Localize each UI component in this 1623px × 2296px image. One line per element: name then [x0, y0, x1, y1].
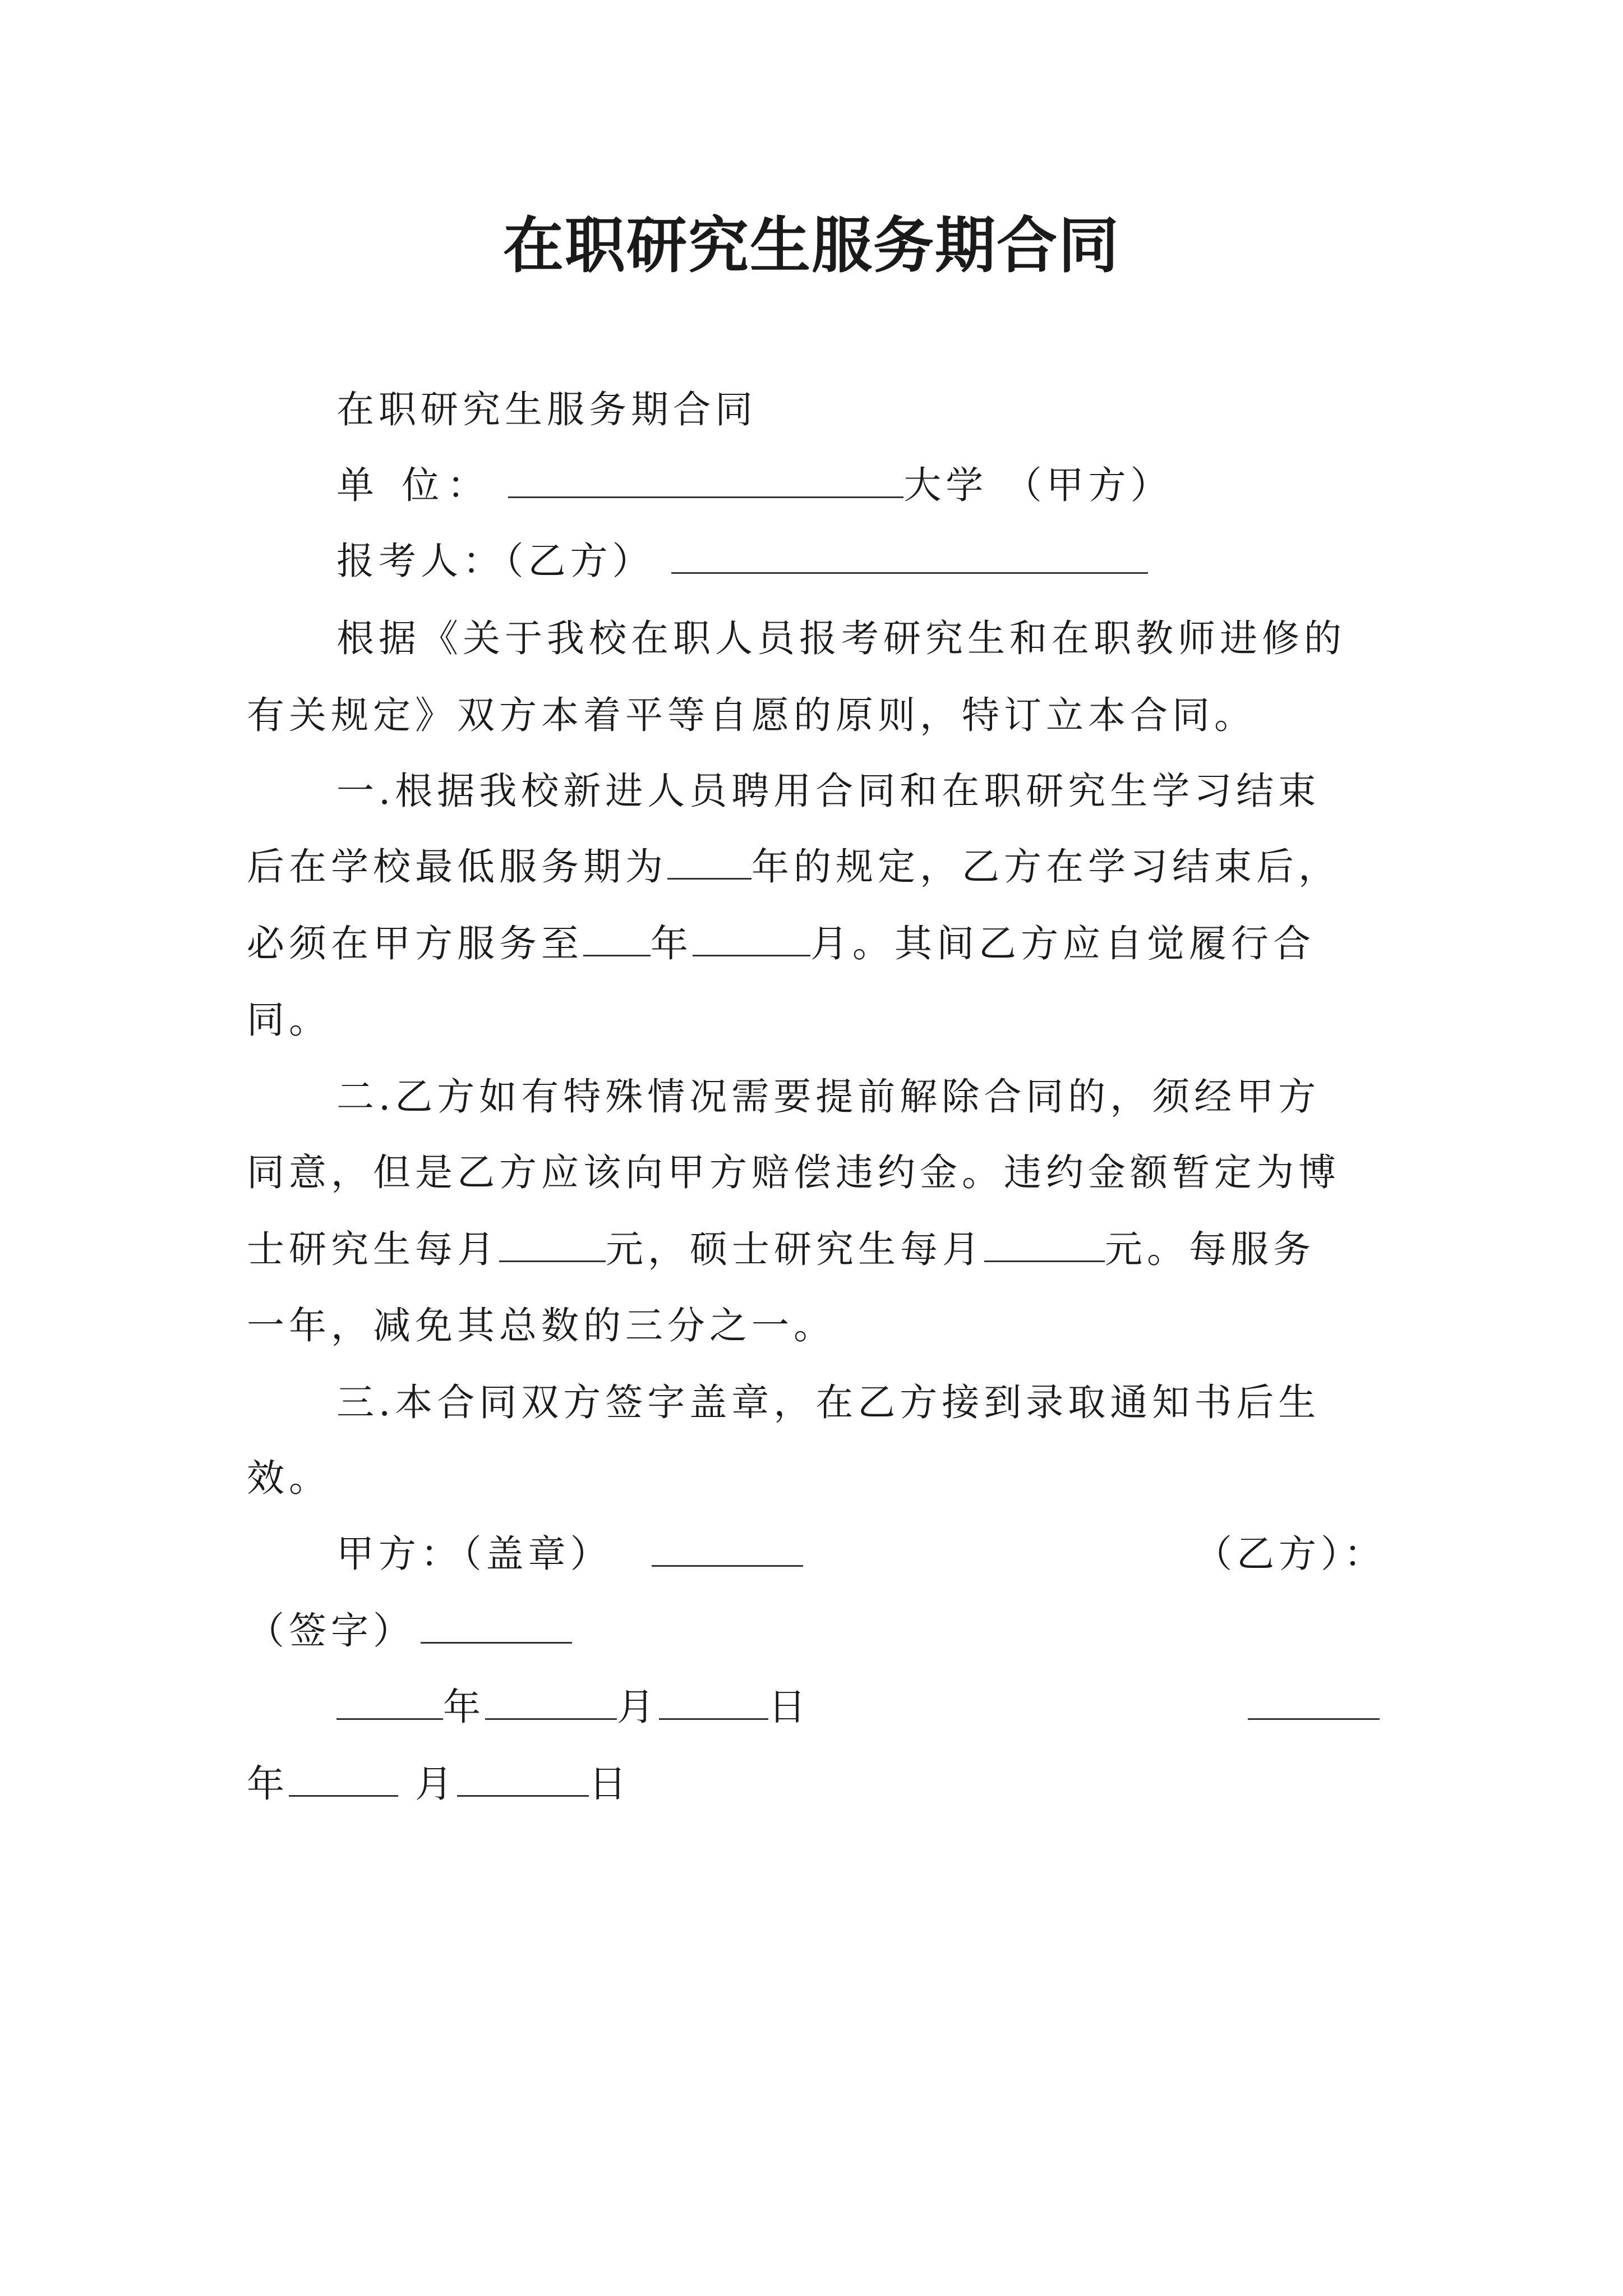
clause1-line2-part-a: 后在学校最低服务期为: [247, 845, 667, 889]
clause2-line3-part-a: 士研究生每月: [247, 1227, 499, 1271]
service-until-year-blank[interactable]: [583, 922, 651, 956]
party-b-year-blank-line: [1248, 1682, 1380, 1732]
clause1-line-3: [247, 918, 1315, 969]
party-a-date-line: [336, 1682, 810, 1732]
party-a-year-label: 年: [443, 1685, 485, 1729]
document-subtitle: 在职研究生服务期合同: [336, 388, 757, 431]
unit-line: [336, 460, 1173, 510]
party-a-year-blank[interactable]: [336, 1686, 443, 1720]
party-b-sign-line: [247, 1605, 572, 1656]
party-b-month-blank[interactable]: [289, 1763, 398, 1797]
applicant-line: [336, 536, 1148, 586]
clause3-line-1: 三.本合同双方签字盖章，在乙方接到录取通知书后生: [336, 1381, 1321, 1424]
clause1-line3-part-c: 月。其间乙方应自觉履行合: [810, 922, 1315, 965]
clause1-line-4: 同。: [247, 998, 331, 1042]
clause2-line3-part-b: 元，硕士研究生每月: [606, 1227, 984, 1271]
master-penalty-blank[interactable]: [984, 1228, 1105, 1262]
unit-suffix: 大学 （甲方）: [903, 463, 1173, 507]
service-years-blank[interactable]: [667, 845, 751, 880]
clause1-line3-part-a: 必须在甲方服务至: [247, 922, 583, 965]
applicant-blank[interactable]: [671, 540, 1148, 574]
applicant-label: 报考人：（乙方）: [336, 539, 654, 583]
clause1-line-1: 一.根据我校新进人员聘用合同和在职研究生学习结束: [336, 769, 1321, 813]
clause2-line-2: 同意，但是乙方应该向甲方赔偿违约金。违约金额暂定为博: [247, 1151, 1340, 1194]
unit-blank[interactable]: [508, 464, 903, 498]
clause1-line2-part-b: 年的规定，乙方在学习结束后，: [751, 845, 1340, 889]
clause1-line3-year: 年: [651, 922, 693, 965]
party-b-day-label: 日: [589, 1762, 631, 1806]
party-b-date-line: [247, 1759, 631, 1809]
clause1-line-2: [247, 841, 1340, 892]
party-a-line: [336, 1529, 803, 1579]
unit-label: 单 位：: [336, 463, 493, 507]
party-a-day-label: 日: [768, 1685, 810, 1729]
party-b-label: （乙方）：: [1195, 1532, 1386, 1576]
service-until-month-blank[interactable]: [693, 922, 810, 956]
page-title: 在职研究生服务期合同: [502, 210, 1120, 281]
party-a-month-blank[interactable]: [485, 1686, 617, 1720]
clause2-line-4: 一年，减免其总数的三分之一。: [247, 1304, 836, 1347]
party-a-label: 甲方：（盖章）: [336, 1532, 612, 1576]
party-a-month-label: 月: [617, 1685, 659, 1729]
party-a-day-blank[interactable]: [659, 1686, 768, 1720]
party-b-month-label: 月: [415, 1762, 457, 1806]
party-b-year-blank[interactable]: [1248, 1686, 1380, 1720]
clause2-line3-part-c: 元。每服务: [1105, 1227, 1315, 1271]
clause2-line-3: [247, 1224, 1315, 1274]
party-a-seal-blank[interactable]: [652, 1533, 803, 1567]
intro-line-1: 根据《关于我校在职人员报考研究生和在职教师进修的: [336, 616, 1346, 660]
clause3-line-2: 效。: [247, 1456, 331, 1500]
party-b-day-blank[interactable]: [457, 1763, 589, 1797]
intro-line-2: 有关规定》双方本着平等自愿的原则，特订立本合同。: [247, 693, 1256, 737]
party-b-year-label: 年: [247, 1762, 289, 1806]
party-b-signature-blank[interactable]: [421, 1609, 572, 1644]
sign-label: （签字）: [247, 1609, 415, 1653]
phd-penalty-blank[interactable]: [499, 1228, 606, 1262]
clause2-line-1: 二.乙方如有特殊情况需要提前解除合同的，须经甲方: [336, 1075, 1321, 1119]
